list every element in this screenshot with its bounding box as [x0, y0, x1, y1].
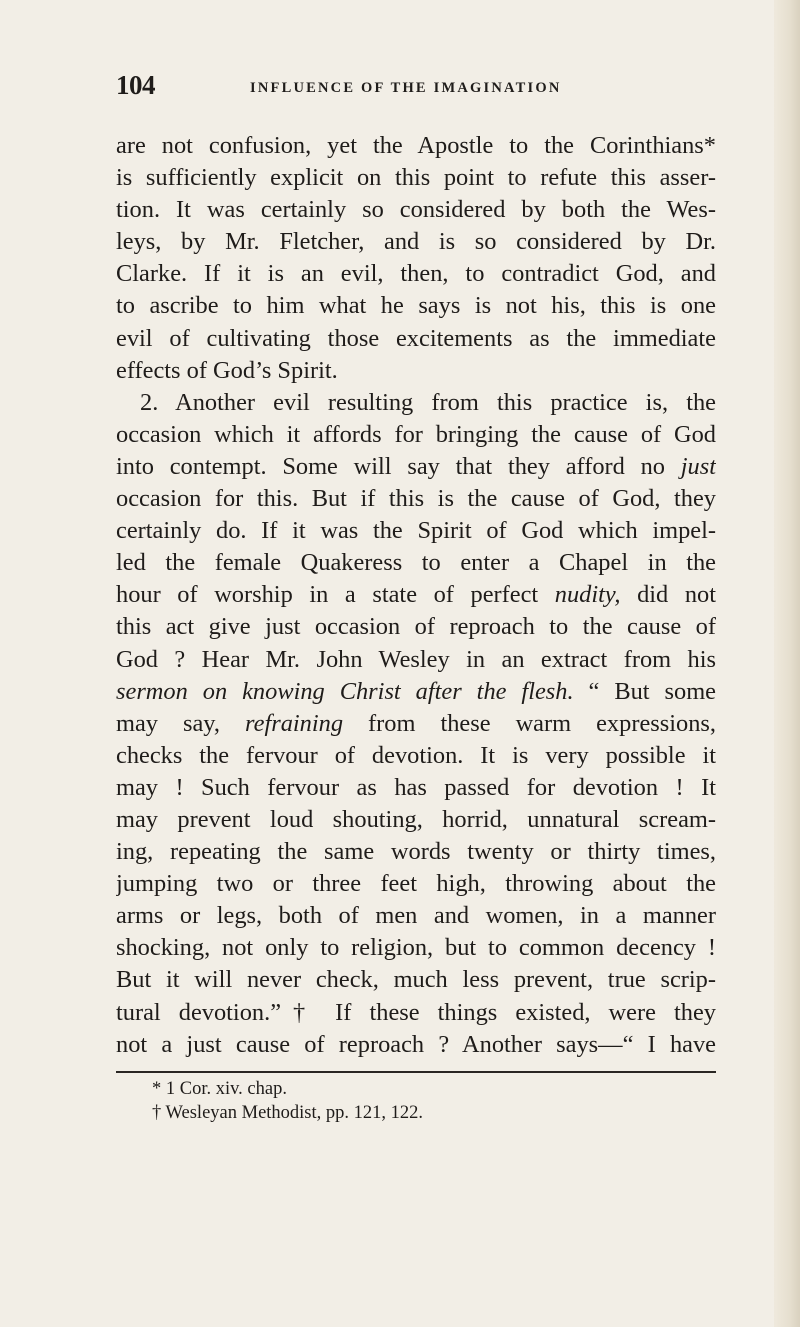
text-line [116, 419, 716, 451]
text-segment: may ! Such fervour as has passed for devotion ! It [116, 773, 716, 801]
text-line [116, 708, 716, 740]
text-line [116, 964, 716, 996]
text-segment: checks the fervour of devotion. It is very possible it [116, 741, 716, 769]
text-line [116, 515, 716, 547]
italic-text: sermon on knowing Christ after the flesh. [116, 677, 574, 705]
text-segment: did not [620, 581, 716, 609]
text-line [116, 1029, 716, 1061]
text-segment: is sufficiently explicit on this point to refute this asser- [116, 164, 716, 192]
running-title: INFLUENCE OF THE IMAGINATION [250, 80, 562, 96]
page-edge-shadow [774, 0, 800, 1327]
text-segment: led the female Quakeress to enter a Chapel in the [116, 549, 716, 577]
footnote: * 1 Cor. xiv. chap. [152, 1079, 287, 1099]
footnote-rule [116, 1071, 716, 1073]
text-line [116, 451, 716, 483]
text-line [116, 226, 716, 258]
text-segment: But it will never check, much less prevent, true scrip- [116, 966, 716, 994]
text-line [116, 644, 716, 676]
text-segment: effects of God’s Spirit. [116, 356, 338, 384]
text-line [116, 676, 716, 708]
text-segment: God ? Hear Mr. John Wesley in an extract from his [116, 645, 716, 673]
italic-text: refraining [245, 709, 344, 737]
text-segment: occasion for this. But if this is the cause of God, they [116, 485, 716, 513]
text-segment: may say, [116, 709, 246, 737]
text-line [116, 290, 716, 322]
text-line [116, 258, 716, 290]
text-segment: may prevent loud shouting, horrid, unnatural scream- [116, 805, 716, 833]
text-segment: occasion which it affords for bringing the cause of God [116, 420, 716, 448]
footnotes [152, 1077, 712, 1125]
text-segment: Clarke. If it is an evil, then, to contradict God, and [116, 260, 716, 288]
text-segment: 2. Another evil resulting from this practice is, the [140, 388, 716, 416]
italic-text: just [680, 452, 716, 480]
text-segment: jumping two or three feet high, throwing about the [116, 870, 716, 898]
text-segment: not a just cause of reproach ? Another says—“ I have [116, 1030, 716, 1058]
text-segment: leys, by Mr. Fletcher, and is so considered by Dr. [116, 228, 716, 256]
text-segment: to ascribe to him what he says is not his, this is one [116, 292, 716, 320]
text-segment: “ But some [573, 677, 716, 705]
page-header [116, 70, 716, 106]
text-segment: hour of worship in a state of perfect [116, 581, 555, 609]
text-line [116, 740, 716, 772]
text-line [116, 997, 716, 1029]
text-line [116, 868, 716, 900]
body-text [116, 130, 716, 1061]
text-line [116, 836, 716, 868]
text-line [116, 611, 716, 643]
text-segment: evil of cultivating those excitements as the immediate [116, 324, 716, 352]
text-line [116, 194, 716, 226]
text-line [116, 932, 716, 964]
text-line [116, 130, 716, 162]
text-segment: certainly do. If it was the Spirit of God which impel- [116, 517, 716, 545]
text-line [116, 804, 716, 836]
text-line [116, 355, 716, 387]
text-line [116, 483, 716, 515]
text-segment: arms or legs, both of men and women, in a manner [116, 902, 716, 930]
text-segment: tural devotion.”† If these things existed, were they [116, 998, 716, 1026]
text-segment: this act give just occasion of reproach to the cause of [116, 613, 716, 641]
text-segment: ing, repeating the same words twenty or thirty times, [116, 838, 716, 866]
footnote: † Wesleyan Methodist, pp. 121, 122. [152, 1103, 424, 1123]
page-number: 104 [116, 70, 155, 100]
text-segment: shocking, not only to religion, but to common decency ! [116, 934, 716, 962]
text-segment: from these warm expressions, [343, 709, 716, 737]
text-segment: are not confusion, yet the Apostle to the Corinthians* [116, 132, 716, 159]
text-line [116, 162, 716, 194]
text-segment: into contempt. Some will say that they afford no [116, 452, 681, 480]
italic-text: nudity, [554, 581, 621, 609]
text-line [116, 387, 716, 419]
text-line [116, 547, 716, 579]
text-segment: tion. It was certainly so considered by both the Wes- [116, 196, 716, 224]
text-line [116, 900, 716, 932]
text-line [116, 579, 716, 611]
text-line [116, 323, 716, 355]
text-line [116, 772, 716, 804]
